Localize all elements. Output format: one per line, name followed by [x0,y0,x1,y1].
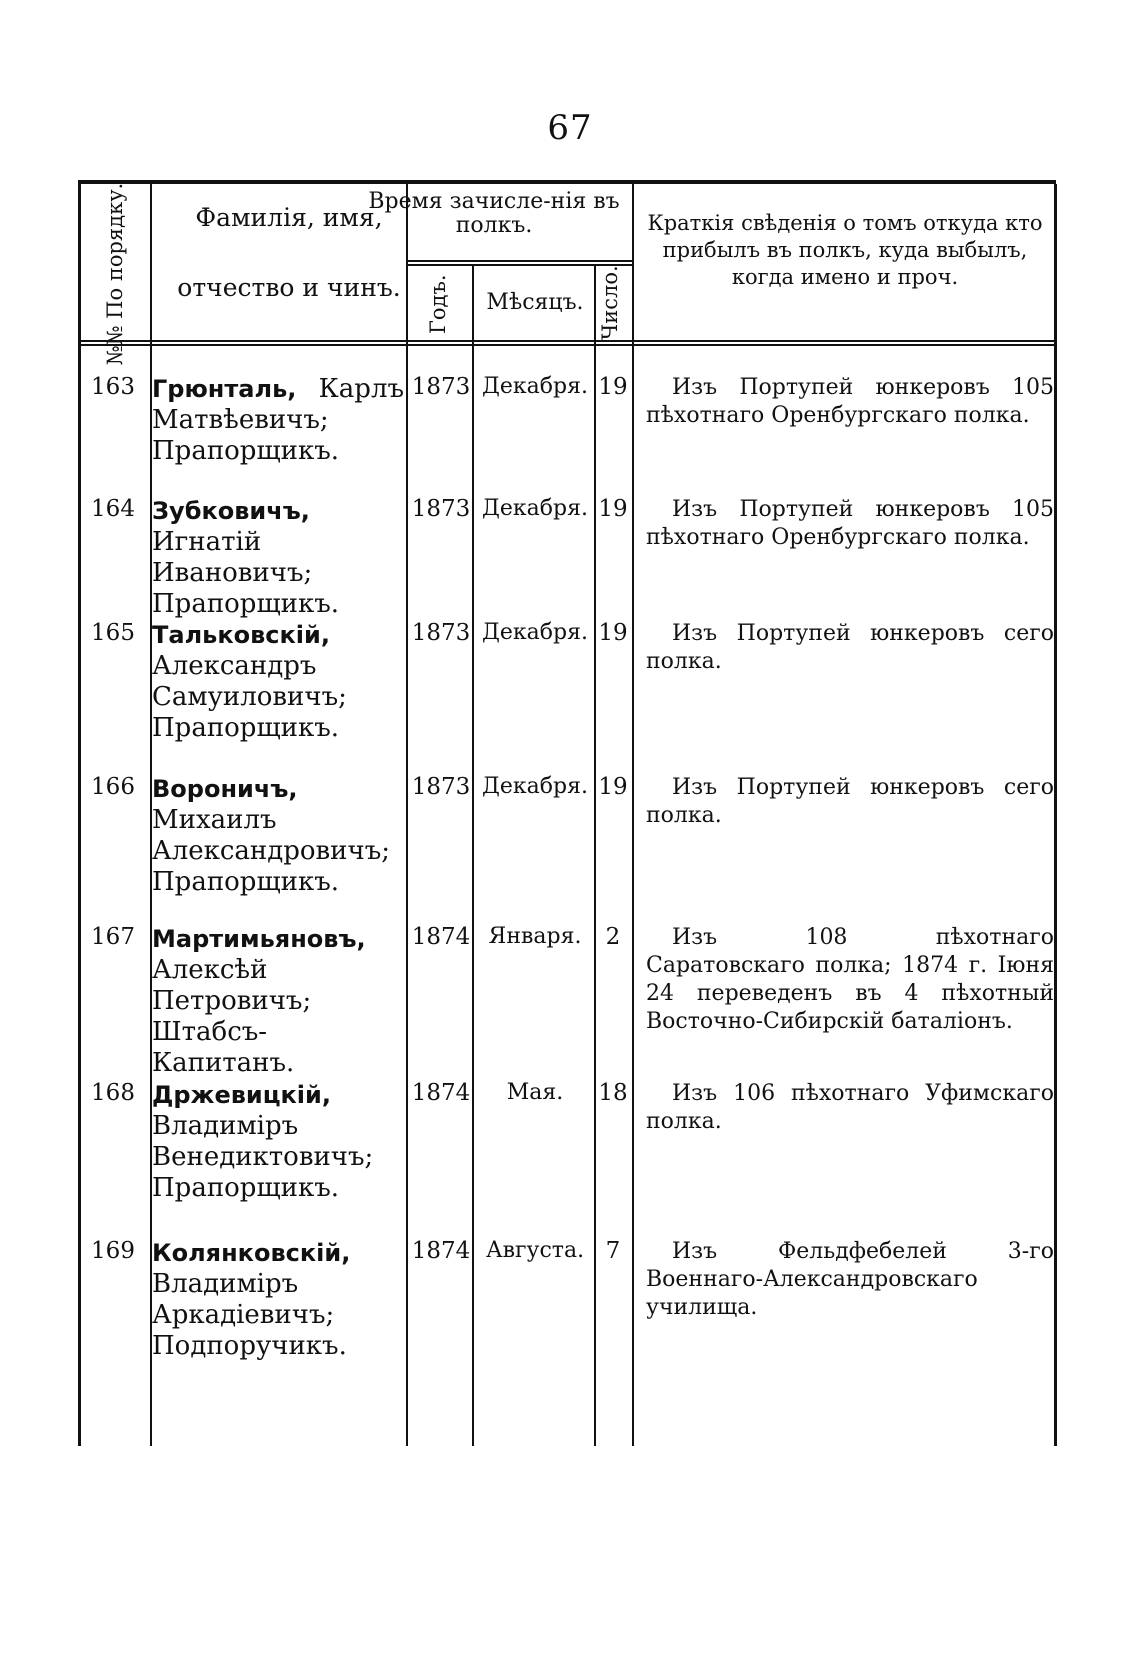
row-month: Мая. [506,1080,564,1105]
header-month: Мѣсяцъ. [486,290,584,315]
row-name: Грюнталь, Карлъ Матвѣевичъ; Прапорщикъ. [152,374,404,466]
row-number: 165 [91,620,135,646]
header-name: Фамилія, имя, отчество и чинъ. [177,203,401,302]
row-year: 1873 [411,374,471,400]
row-name: Зубковичъ, Игнатій Ивановичъ; Прапорщикъ. [152,497,340,619]
row-info: Изъ Портупей юнкеровъ сего полка. [646,775,1054,828]
row-number: 164 [91,496,135,522]
row-number: 169 [91,1238,135,1264]
row-info: Изъ Портупей юнкеровъ 105 пѣхотнаго Оренбургскаго полка. [646,497,1054,550]
row-day: 19 [598,620,628,646]
officer-register-table [78,180,1056,1446]
header-day: Число. [598,265,622,340]
row-info: Изъ Портупей юнкеровъ 105 пѣхотнаго Оренбургскаго полка. [646,375,1054,428]
header-info: Краткія свѣденія о томъ откуда кто прибылъ въ полкъ, куда выбылъ, когда имено и проч. [647,211,1043,289]
row-year: 1873 [411,620,471,646]
row-month: Декабря. [482,774,588,799]
header-number: №№ По порядку. [103,182,127,366]
row-number: 167 [91,924,135,950]
header-year: Годъ. [426,274,450,334]
row-name: Мартимьяновъ, Алексѣй Петровичъ; Штабсъ-Капитанъ. [152,925,366,1078]
header-enlistment-time: Время зачисле-нія въ полкъ. [368,189,620,238]
row-year: 1874 [411,924,471,950]
row-day: 19 [598,374,628,400]
row-name: Држевицкій, Владиміръ Венедиктовичъ; Прапорщикъ. [152,1081,374,1203]
row-name: Вороничъ, Михаилъ Александровичъ; Прапорщикъ. [152,775,390,897]
row-year: 1874 [411,1080,471,1106]
row-year: 1873 [411,774,471,800]
row-month: Января. [488,924,582,949]
row-day: 19 [598,774,628,800]
row-month: Декабря. [482,620,588,645]
row-info: Изъ Портупей юнкеровъ сего полка. [646,621,1054,674]
row-year: 1874 [411,1238,471,1264]
row-number: 163 [91,374,135,400]
row-info: Изъ 108 пѣхотнаго Саратовскаго полка; 1874 г. Іюня 24 переведенъ въ 4 пѣхотный Восточно-Сибирскій баталіонъ. [646,925,1054,1034]
row-year: 1873 [411,496,471,522]
row-name: Колянковскій, Владиміръ Аркадіевичъ; Подпоручикъ. [152,1239,351,1361]
row-name: Тальковскій, Александръ Самуиловичъ; Прапорщикъ. [152,621,347,743]
row-day: 2 [605,924,621,950]
row-day: 19 [598,496,628,522]
page-number: 67 [547,108,593,148]
row-number: 166 [91,774,135,800]
row-month: Августа. [485,1238,585,1263]
row-info: Изъ 106 пѣхотнаго Уфимскаго полка. [646,1081,1054,1134]
row-day: 18 [598,1080,628,1106]
row-number: 168 [91,1080,135,1106]
row-day: 7 [605,1238,621,1264]
row-month: Декабря. [482,496,588,521]
row-info: Изъ Фельдфебелей 3-го Военнаго-Александровскаго училища. [646,1239,1054,1320]
row-month: Декабря. [482,374,588,399]
